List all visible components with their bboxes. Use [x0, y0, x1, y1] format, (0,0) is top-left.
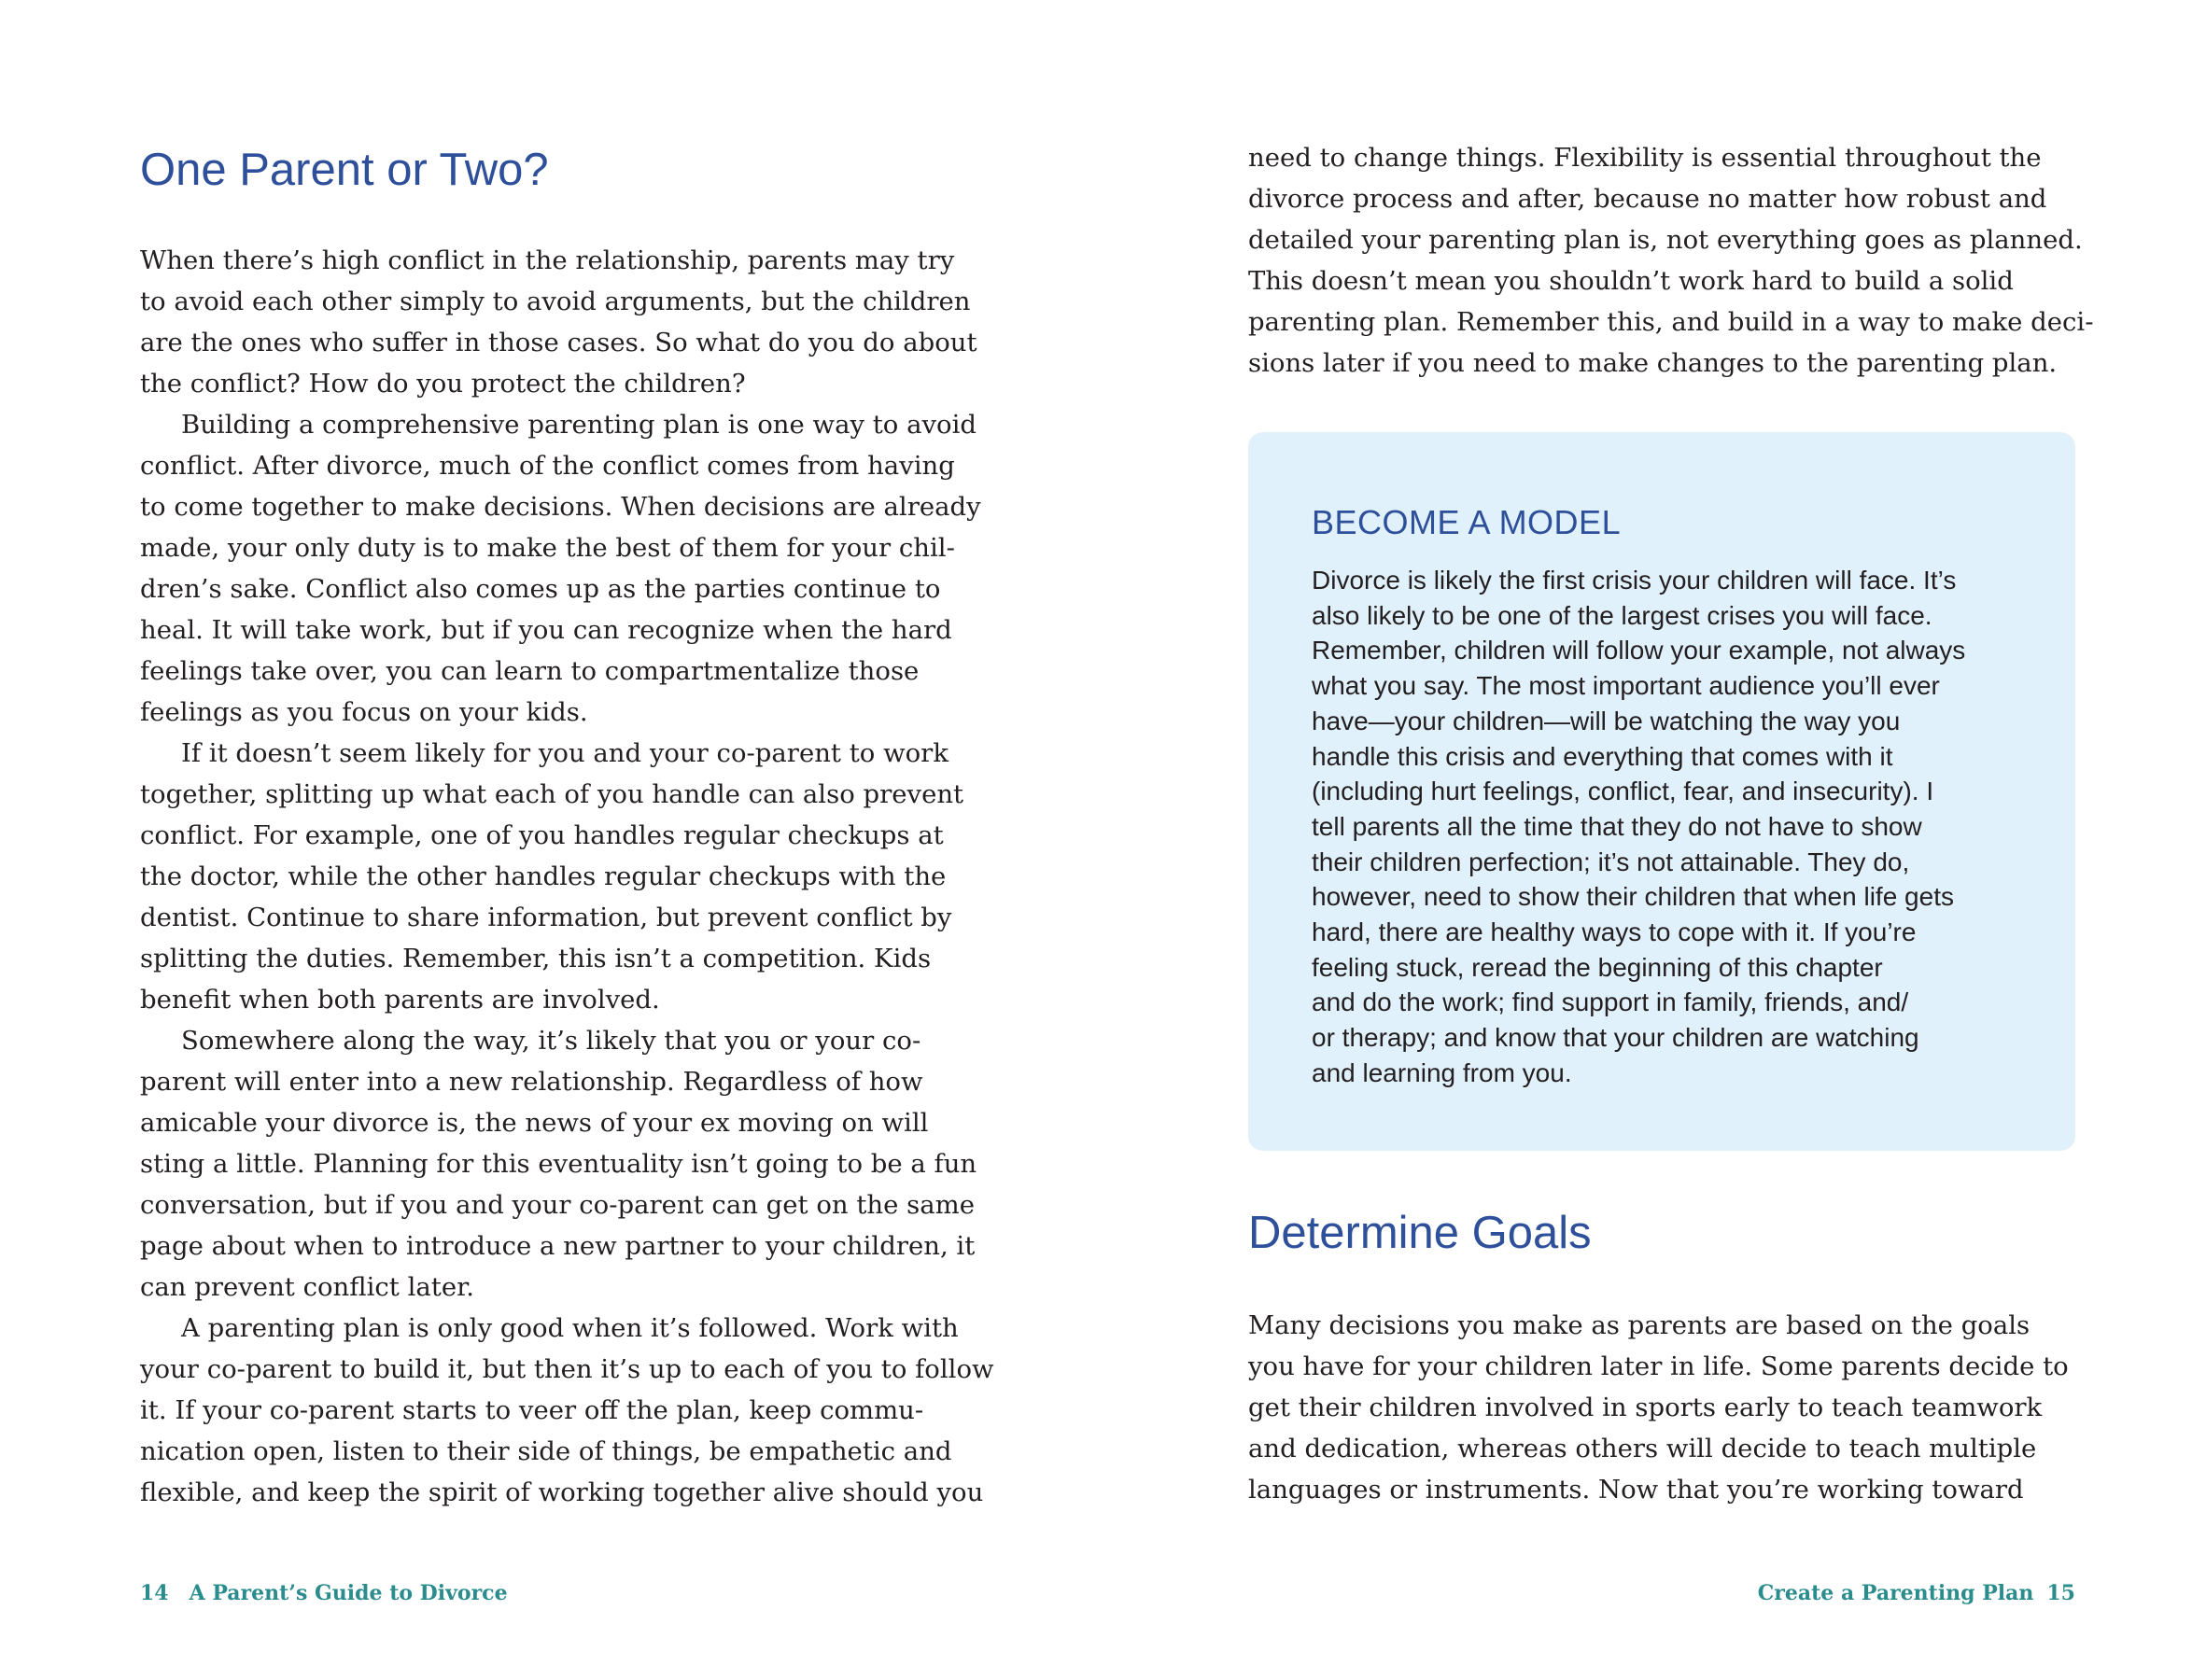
paragraph [140, 240, 977, 404]
right-page [1103, 0, 2206, 1680]
paragraph [140, 1308, 994, 1513]
text-line: divorce process and after, because no matter how robust and [1248, 184, 2047, 214]
text-line: sions later if you need to make changes to the parenting plan. [1248, 348, 2058, 378]
text-line: however, need to show their children that when life gets [1312, 882, 1954, 912]
text-line: to avoid each other simply to avoid arguments, but the children [140, 287, 971, 316]
text-line: to come together to make decisions. When decisions are already [140, 492, 981, 522]
text-line: together, splitting up what each of you handle can also prevent [140, 779, 964, 809]
left-footer [140, 1581, 508, 1605]
paragraph [140, 1020, 977, 1308]
text-line: need to change things. Flexibility is essential throughout the [1248, 143, 2042, 173]
text-line: also likely to be one of the largest crises you will face. [1312, 600, 1932, 630]
text-line: feeling stuck, reread the beginning of this chapter [1312, 952, 1883, 982]
text-line: Remember, children will follow your example, not always [1312, 636, 1966, 665]
text-line: Somewhere along the way, it’s likely that you or your co- [181, 1026, 921, 1056]
text-line: nication open, listen to their side of things, be empathetic and [140, 1436, 952, 1466]
text-line: hard, there are healthy ways to cope with it. If you’re [1312, 917, 1917, 947]
text-line: conflict. For example, one of you handles regular checkups at [140, 820, 944, 850]
text-line: feelings as you focus on your kids. [140, 697, 588, 727]
text-line: detailed your parenting plan is, not everything goes as planned. [1248, 225, 2083, 255]
running-title: Create a Parenting Plan [1757, 1581, 2034, 1605]
text-line: it. If your co-parent starts to veer off the plan, keep commu- [140, 1395, 924, 1425]
text-line: and dedication, whereas others will decide to teach multiple [1248, 1434, 2037, 1463]
sidebar-body [1312, 563, 2021, 1091]
text-line: flexible, and keep the spirit of working together alive should you [140, 1477, 984, 1507]
sidebar-title: BECOME A MODEL [1312, 503, 1622, 541]
text-line: and do the work; find support in family, friends, and/ [1312, 987, 1909, 1017]
text-line: feelings take over, you can learn to compartmentalize those [140, 656, 920, 686]
text-line: your co-parent to build it, but then it’s up to each of you to follow [140, 1354, 994, 1384]
right-footer [1758, 1581, 2075, 1605]
text-line: amicable your divorce is, the news of your ex moving on will [140, 1108, 929, 1138]
text-line: conversation, but if you and your co-parent can get on the same [140, 1190, 975, 1220]
text-line: Building a comprehensive parenting plan is one way to avoid [181, 410, 977, 440]
text-line: When there’s high conflict in the relationship, parents may try [140, 245, 955, 275]
paragraph [140, 733, 962, 1020]
text-line: page about when to introduce a new partner to your children, it [140, 1231, 976, 1261]
text-line: languages or instruments. Now that you’re working toward [1248, 1475, 2024, 1505]
text-line: heal. It will take work, but if you can recognize when the hard [140, 615, 952, 645]
text-line: parenting plan. Remember this, and build in a way to make deci- [1248, 307, 2094, 337]
text-line: have—your children—will be watching the way you [1312, 706, 1901, 735]
text-line: handle this crisis and everything that comes with it [1312, 741, 1893, 771]
text-line: dren’s sake. Conflict also comes up as the parties continue to [140, 574, 941, 604]
text-line: what you say. The most important audience you’ll ever [1312, 671, 1940, 701]
text-line: you have for your children later in life. Some parents decide to [1248, 1351, 2069, 1381]
text-line: can prevent conflict later. [140, 1272, 474, 1302]
section-heading-one-parent: One Parent or Two? [140, 145, 549, 195]
paragraph [1248, 1305, 2075, 1510]
text-line: get their children involved in sports early to teach teamwork [1248, 1393, 2043, 1422]
right-continuation-text [1248, 137, 2094, 384]
text-line: are the ones who suffer in those cases. So what do you do about [140, 328, 977, 357]
text-line: conflict. After divorce, much of the conflict comes from having [140, 451, 955, 481]
text-line: the conflict? How do you protect the children? [140, 369, 746, 399]
text-line: A parenting plan is only good when it’s followed. Work with [181, 1313, 959, 1343]
text-line: and learning from you. [1312, 1057, 1572, 1087]
text-line: Divorce is likely the first crisis your children will face. It’s [1312, 566, 1957, 595]
text-line: their children perfection; it’s not attainable. They do, [1312, 847, 1910, 876]
text-line: or therapy; and know that your children are watching [1312, 1023, 1919, 1053]
paragraph [1248, 137, 2094, 384]
paragraph [140, 404, 981, 733]
text-line: sting a little. Planning for this eventuality isn’t going to be a fun [140, 1149, 977, 1179]
text-line: benefit when both parents are involved. [140, 985, 660, 1015]
running-title: A Parent’s Guide to Divorce [189, 1581, 508, 1605]
text-line: (including hurt feelings, conflict, fear, and insecurity). I [1312, 777, 1934, 806]
text-line: This doesn’t mean you shouldn’t work hard to build a solid [1248, 266, 2014, 296]
text-line: made, your only duty is to make the best of them for your chil- [140, 533, 955, 563]
page-number: 15 [2046, 1581, 2075, 1605]
section-heading-determine-goals: Determine Goals [1248, 1208, 1592, 1258]
goals-body-text [1248, 1305, 2075, 1510]
text-line: Many decisions you make as parents are based on the goals [1248, 1310, 2030, 1340]
text-line: splitting the duties. Remember, this isn’t a competition. Kids [140, 944, 932, 973]
text-line: If it doesn’t seem likely for you and your co-parent to work [181, 738, 948, 768]
text-line: tell parents all the time that they do not have to show [1312, 811, 1922, 841]
page-number: 14 [140, 1581, 169, 1605]
left-body-text [140, 240, 994, 1513]
text-line: the doctor, while the other handles regular checkups with the [140, 861, 947, 891]
text-line: parent will enter into a new relationship. Regardless of how [140, 1067, 923, 1097]
become-a-model-sidebar [1248, 432, 2075, 1151]
text-line: dentist. Continue to share information, but prevent conflict by [140, 903, 952, 932]
